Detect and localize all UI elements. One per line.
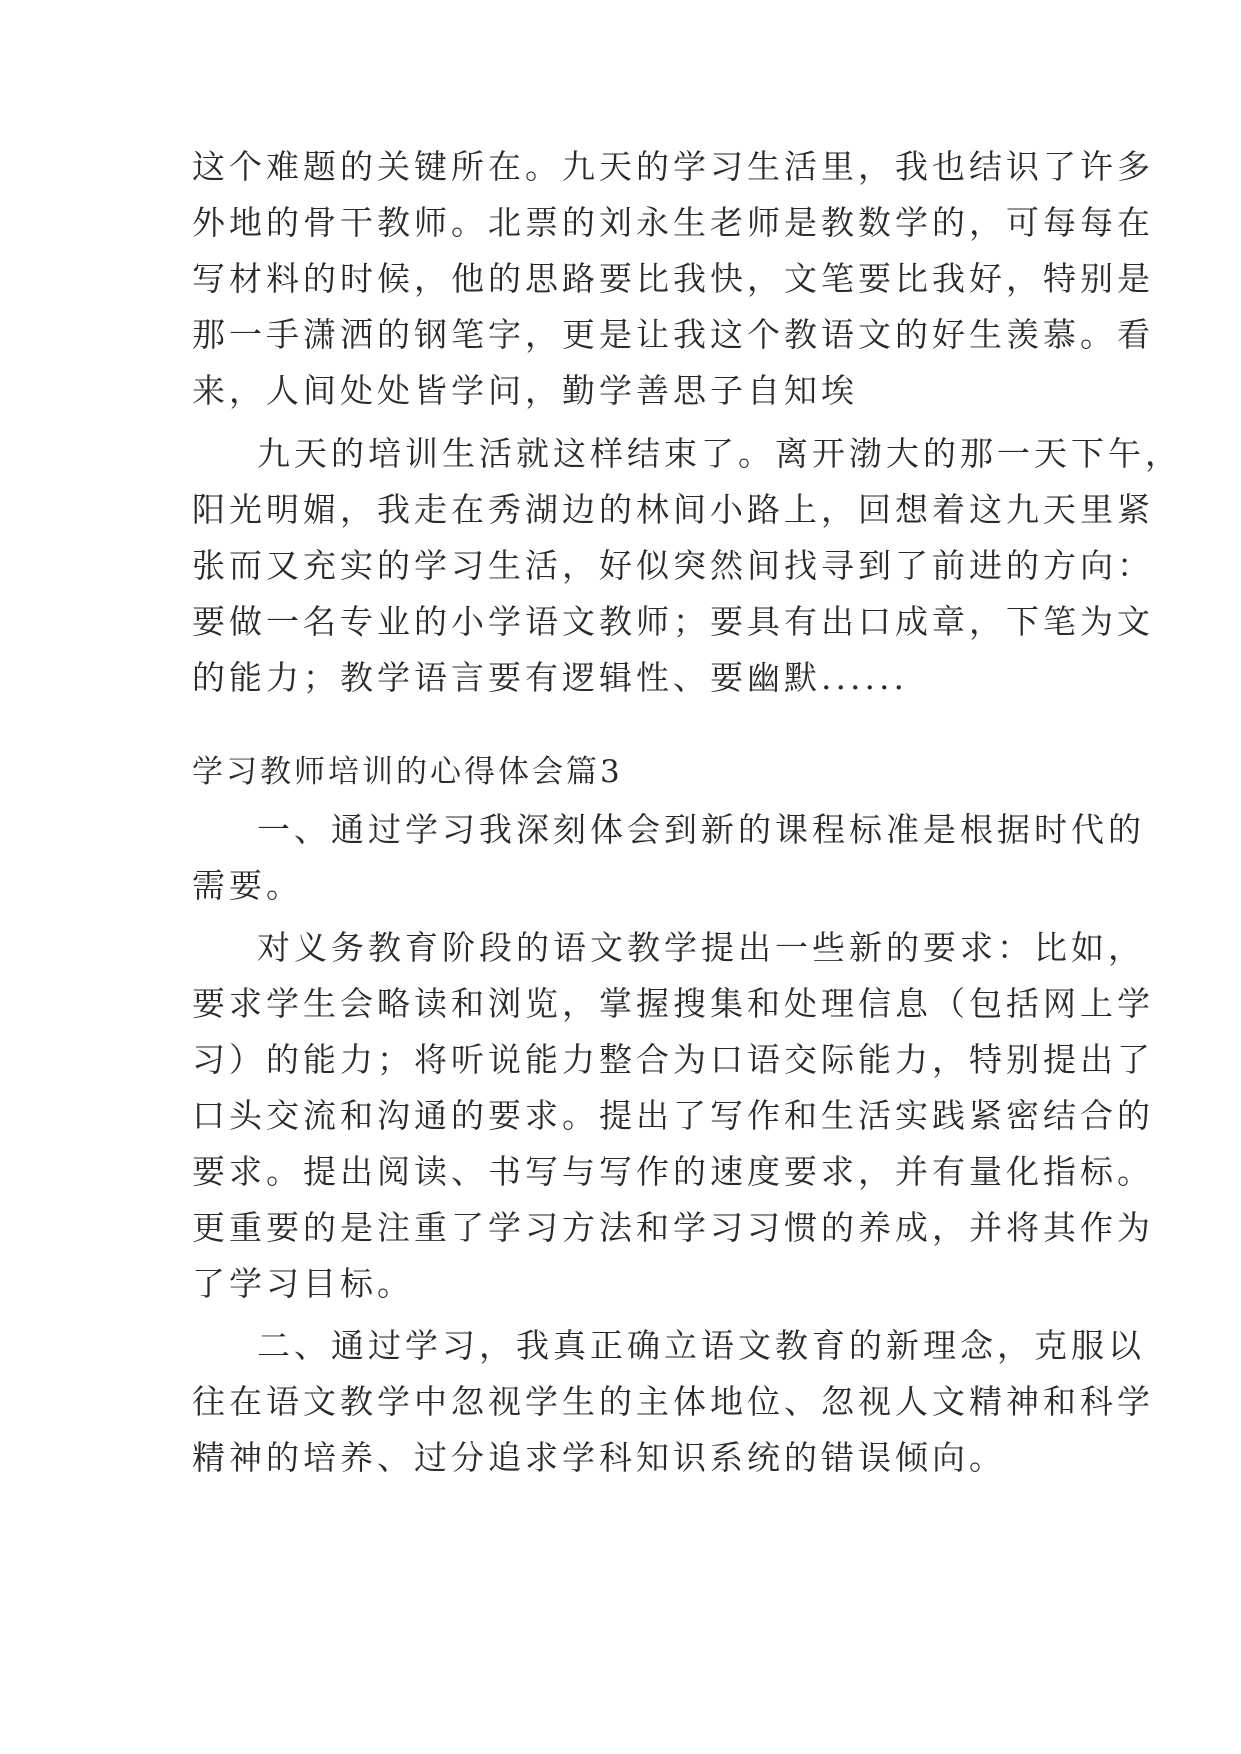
- text-line: 这个难题的关键所在。九天的学习生活里，我也结识了许多: [192, 147, 1154, 186]
- section-heading: 学习教师培训的心得体会篇3: [192, 754, 623, 790]
- text-line: 阳光明媚，我走在秀湖边的林间小路上，回想着这九天里紧: [192, 490, 1154, 529]
- text-line: 口头交流和沟通的要求。提出了写作和生活实践紧密结合的: [192, 1096, 1154, 1135]
- text-line: 更重要的是注重了学习方法和学习习惯的养成，并将其作为: [192, 1208, 1154, 1247]
- text-line: 精神的培养、过分追求学科知识系统的错误倾向。: [192, 1438, 1006, 1477]
- text-line: 写材料的时候，他的思路要比我快，文笔要比我好，特别是: [192, 259, 1154, 298]
- text-line: 张而又充实的学习生活，好似突然间找寻到了前进的方向：: [192, 546, 1154, 585]
- text-line: 要做一名专业的小学语文教师；要具有出口成章，下笔为文: [192, 602, 1154, 641]
- text-line: 的能力；教学语言要有逻辑性、要幽默......: [192, 658, 908, 697]
- text-line: 对义务教育阶段的语文教学提出一些新的要求：比如，: [257, 928, 1145, 967]
- text-line: 要求学生会略读和浏览，掌握搜集和处理信息（包括网上学: [192, 984, 1154, 1023]
- text-line: 那一手潇洒的钢笔字，更是让我这个教语文的好生羡慕。看: [192, 315, 1154, 354]
- text-line: 二、通过学习，我真正确立语文教育的新理念，克服以: [257, 1326, 1145, 1365]
- text-line: 外地的骨干教师。北票的刘永生老师是教数学的，可每每在: [192, 203, 1154, 242]
- text-line: 来，人间处处皆学问，勤学善思子自知埃: [192, 371, 858, 410]
- text-line: 习）的能力；将听说能力整合为口语交际能力，特别提出了: [192, 1040, 1154, 1079]
- text-line: 一、通过学习我深刻体会到新的课程标准是根据时代的: [257, 810, 1145, 849]
- text-line: 九天的培训生活就这样结束了。离开渤大的那一天下午，: [257, 434, 1182, 473]
- text-line: 往在语文教学中忽视学生的主体地位、忽视人文精神和科学: [192, 1382, 1154, 1421]
- text-line: 需要。: [192, 866, 303, 905]
- text-line: 要求。提出阅读、书写与写作的速度要求，并有量化指标。: [192, 1152, 1154, 1191]
- text-line: 了学习目标。: [192, 1264, 414, 1303]
